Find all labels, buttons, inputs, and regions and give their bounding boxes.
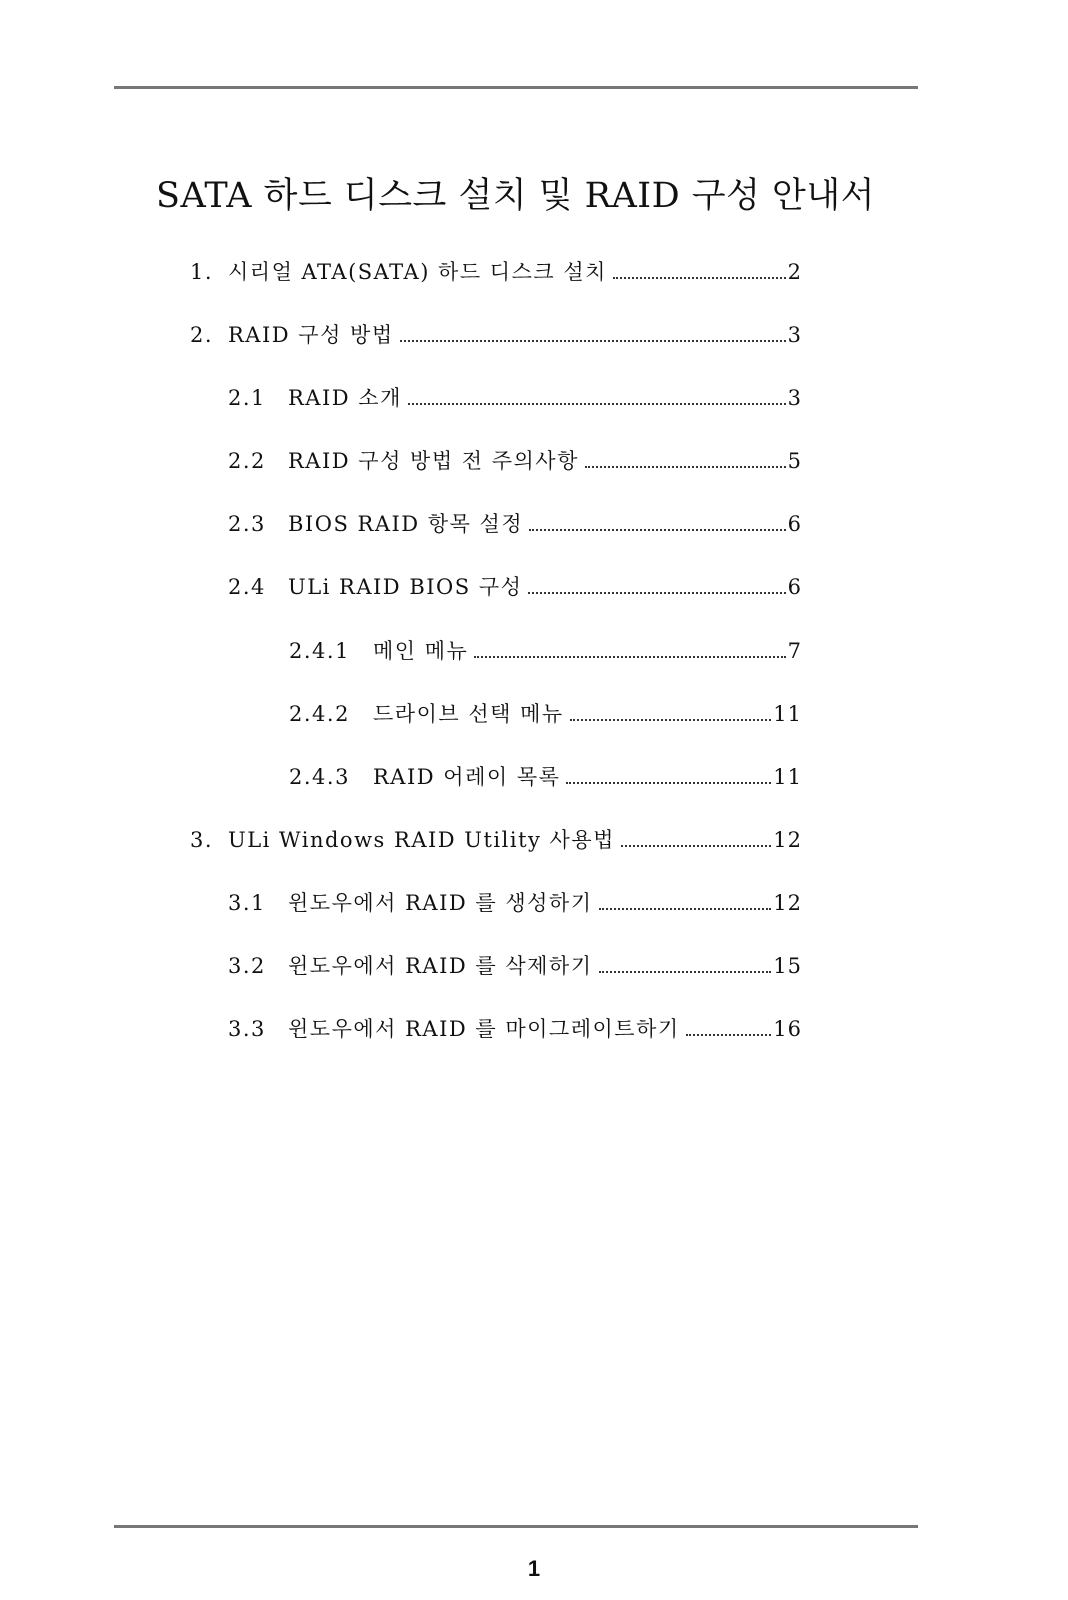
toc-entry-2-1[interactable] <box>228 382 802 414</box>
toc-leader-dots <box>613 277 786 279</box>
toc-leader-dots <box>599 971 772 973</box>
toc-entry-number: 2.4 <box>228 575 266 599</box>
header-rule <box>114 86 918 89</box>
toc-entry-page: 11 <box>773 702 802 726</box>
toc-entry-number: 2. <box>190 323 214 347</box>
toc-entry-page: 12 <box>773 828 802 852</box>
toc-leader-dots <box>408 403 786 405</box>
toc-entry-title: RAID 어레이 목록 <box>373 765 561 789</box>
toc-entry-number: 2.1 <box>228 386 266 410</box>
page-number: 1 <box>527 1556 541 1581</box>
toc-entry-3-1[interactable] <box>228 887 802 919</box>
toc-entry-2-4[interactable] <box>228 571 802 603</box>
toc-entry-title: RAID 구성 방법 <box>228 323 394 347</box>
toc-entry-number: 1. <box>190 260 214 284</box>
toc-entry-page: 6 <box>787 575 802 599</box>
toc-entry-2-4-1[interactable] <box>289 635 802 667</box>
toc-entry-2-2[interactable] <box>228 445 802 477</box>
toc-entry-number: 3.3 <box>228 1017 266 1041</box>
toc-entry-title: 드라이브 선택 메뉴 <box>373 702 564 726</box>
toc-entry-number: 2.3 <box>228 512 266 536</box>
toc-entry-number: 3. <box>190 828 214 852</box>
toc-leader-dots <box>529 529 786 531</box>
toc-entry-title: 메인 메뉴 <box>373 639 469 663</box>
toc-leader-dots <box>686 1034 772 1036</box>
toc-entry-3-2[interactable] <box>228 950 802 982</box>
toc-entry-page: 3 <box>787 323 802 347</box>
toc-entry-page: 3 <box>787 386 802 410</box>
toc-entry-3[interactable] <box>190 824 802 856</box>
toc-leader-dots <box>400 340 786 342</box>
toc-entry-page: 5 <box>787 449 802 473</box>
footer-rule <box>114 1525 918 1528</box>
toc-entry-title: ULi RAID BIOS 구성 <box>288 575 523 599</box>
toc-entry-2[interactable] <box>190 319 802 351</box>
toc-entry-number: 3.1 <box>228 891 266 915</box>
toc-entry-page: 7 <box>787 639 802 663</box>
toc-leader-dots <box>599 908 772 910</box>
toc-leader-dots <box>570 719 772 721</box>
toc-entry-2-3[interactable] <box>228 508 802 540</box>
toc-entry-title: ULi Windows RAID Utility 사용법 <box>228 828 615 852</box>
toc-entry-title: 윈도우에서 RAID 를 삭제하기 <box>288 954 593 978</box>
toc-leader-dots <box>474 656 785 658</box>
toc-entry-page: 6 <box>787 512 802 536</box>
toc-leader-dots <box>585 466 786 468</box>
toc-entry-number: 2.4.2 <box>289 702 350 726</box>
toc-leader-dots <box>621 845 771 847</box>
toc-entry-title: RAID 소개 <box>288 386 402 410</box>
toc-entry-title: BIOS RAID 항목 설정 <box>288 512 524 536</box>
toc-leader-dots <box>528 592 785 594</box>
toc-entry-3-3[interactable] <box>228 1013 802 1045</box>
document-title: SATA 하드 디스크 설치 및 RAID 구성 안내서 <box>156 176 875 216</box>
toc-entry-2-4-2[interactable] <box>289 698 802 730</box>
toc-entry-number: 3.2 <box>228 954 266 978</box>
toc-entry-title: 윈도우에서 RAID 를 마이그레이트하기 <box>288 1017 680 1041</box>
toc-entry-page: 16 <box>773 1017 802 1041</box>
toc-entry-page: 2 <box>787 260 802 284</box>
toc-entry-number: 2.4.3 <box>289 765 350 789</box>
toc-entry-title: RAID 구성 방법 전 주의사항 <box>288 449 579 473</box>
toc-entry-title: 시리얼 ATA(SATA) 하드 디스크 설치 <box>228 260 607 284</box>
toc-entry-1[interactable] <box>190 256 802 288</box>
toc-entry-number: 2.4.1 <box>289 639 350 663</box>
toc-entry-number: 2.2 <box>228 449 266 473</box>
toc-leader-dots <box>566 782 771 784</box>
toc-entry-page: 12 <box>773 891 802 915</box>
toc-entry-title: 윈도우에서 RAID 를 생성하기 <box>288 891 593 915</box>
toc-entry-2-4-3[interactable] <box>289 761 802 793</box>
toc-entry-page: 15 <box>773 954 802 978</box>
toc-entry-page: 11 <box>773 765 802 789</box>
